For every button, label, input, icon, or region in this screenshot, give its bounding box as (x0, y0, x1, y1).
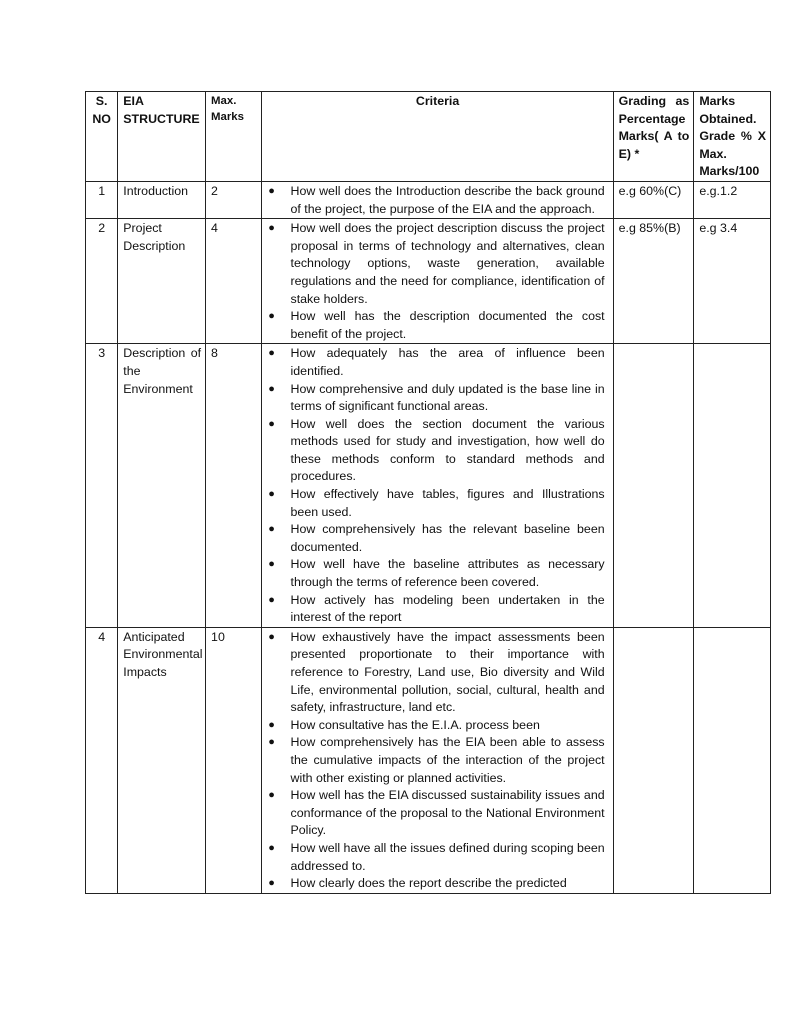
row-criteria (261, 181, 613, 218)
criteria-text: How well has the EIA discussed sustainability issues and conformance of the proposal to the National Environment Policy. (290, 788, 605, 838)
table-row (86, 627, 771, 893)
criteria-item (268, 416, 605, 486)
table-row (86, 219, 771, 344)
criteria-item (268, 592, 605, 627)
row-structure: Project Description (118, 219, 206, 344)
criteria-list (266, 183, 605, 218)
criteria-text: How comprehensive and duly updated is the base line in terms of significant functional areas. (290, 381, 605, 414)
criteria-item (268, 220, 605, 308)
bullet-icon: ● (268, 877, 275, 890)
header-row (86, 92, 771, 182)
eia-evaluation-table (85, 91, 771, 894)
criteria-text: How well does the project description discuss the project proposal in terms of technology and alternatives, clean technology options, waste generation, available regulations and the need for compliance, identification of stake holders. (290, 221, 605, 306)
criteria-item (268, 734, 605, 787)
row-criteria (261, 627, 613, 893)
bullet-icon: ● (268, 523, 275, 536)
criteria-list (266, 629, 605, 893)
bullet-icon: ● (268, 558, 275, 571)
bullet-icon: ● (268, 347, 275, 360)
criteria-item (268, 183, 605, 218)
header-marks-obtained: Marks Obtained. Grade % X Max. Marks/100 (694, 92, 771, 182)
row-max-marks: 4 (206, 219, 261, 344)
row-grading: e.g 85%(B) (613, 219, 694, 344)
criteria-item (268, 875, 605, 893)
criteria-item (268, 717, 605, 735)
row-sno: 1 (86, 181, 118, 218)
criteria-text: How well has the description documented the cost benefit of the project. (290, 309, 605, 341)
row-max-marks: 2 (206, 181, 261, 218)
criteria-item (268, 345, 605, 380)
criteria-item (268, 840, 605, 875)
row-sno: 4 (86, 627, 118, 893)
criteria-text: How comprehensively has the EIA been able to assess the cumulative impacts of the interaction of the project with other existing or planned activities. (290, 735, 605, 785)
bullet-icon: ● (268, 222, 275, 235)
criteria-item (268, 787, 605, 840)
row-sno: 2 (86, 219, 118, 344)
table-body (86, 181, 771, 893)
bullet-icon: ● (268, 184, 275, 197)
header-grading: Grading as Percentage Marks( A to E) * (613, 92, 694, 182)
row-marks-obtained: e.g 3.4 (694, 219, 771, 344)
row-max-marks: 8 (206, 344, 261, 628)
bullet-icon: ● (268, 417, 275, 430)
bullet-icon: ● (268, 488, 275, 501)
row-sno: 3 (86, 344, 118, 628)
row-marks-obtained (694, 627, 771, 893)
row-marks-obtained (694, 344, 771, 628)
criteria-item (268, 629, 605, 717)
table-row (86, 344, 771, 628)
criteria-text: How exhaustively have the impact assessments been presented proportionate to their importance with reference to Forestry, Land use, Bio diversity and Wild Life, environmental pollution, social, cultural, health and safety, infrastructure, land etc. (290, 629, 605, 715)
row-criteria (261, 344, 613, 628)
row-grading (613, 344, 694, 628)
criteria-item (268, 521, 605, 556)
row-structure: Description of the Environment (118, 344, 206, 628)
row-structure: Introduction (118, 181, 206, 218)
bullet-icon: ● (268, 630, 275, 643)
criteria-text: How well does the section document the various methods used for study and investigation, how well do these methods conform to standard methods and procedures. (290, 416, 605, 484)
criteria-item (268, 308, 605, 343)
bullet-icon: ● (268, 593, 275, 606)
bullet-icon: ● (268, 310, 275, 323)
criteria-item (268, 381, 605, 416)
evaluation-sheet (85, 91, 771, 894)
bullet-icon: ● (268, 718, 275, 731)
criteria-text: How well does the Introduction describe the back ground of the project, the purpose of the EIA and the approach. (290, 183, 605, 216)
criteria-text: How well have all the issues defined during scoping been addressed to. (290, 840, 605, 873)
criteria-list (266, 220, 605, 343)
criteria-text: How adequately has the area of influence been identified. (290, 346, 605, 378)
criteria-text: How effectively have tables, figures and Illustrations been used. (290, 487, 605, 519)
row-grading (613, 627, 694, 893)
bullet-icon: ● (268, 736, 275, 749)
row-criteria (261, 219, 613, 344)
criteria-text: How well have the baseline attributes as necessary through the terms of reference been covered. (290, 557, 605, 590)
row-max-marks: 10 (206, 627, 261, 893)
criteria-text: How comprehensively has the relevant baseline been documented. (290, 522, 605, 554)
header-structure: EIA STRUCTURE (118, 92, 206, 182)
criteria-item (268, 486, 605, 521)
header-sno: S. NO (86, 92, 118, 182)
bullet-icon: ● (268, 789, 275, 802)
bullet-icon: ● (268, 382, 275, 395)
criteria-item (268, 556, 605, 591)
row-grading: e.g 60%(C) (613, 181, 694, 218)
header-max-marks: Max. Marks (206, 92, 261, 182)
row-structure: Anticipated Environmental Impacts (118, 627, 206, 893)
criteria-text: How clearly does the report describe the predicted (290, 876, 567, 891)
criteria-text: How actively has modeling been undertaken in the interest of the report (290, 592, 605, 625)
row-marks-obtained: e.g.1.2 (694, 181, 771, 218)
bullet-icon: ● (268, 841, 275, 854)
table-row (86, 181, 771, 218)
criteria-text: How consultative has the E.I.A. process been (290, 717, 540, 732)
header-criteria: Criteria (261, 92, 613, 182)
criteria-list (266, 345, 605, 627)
